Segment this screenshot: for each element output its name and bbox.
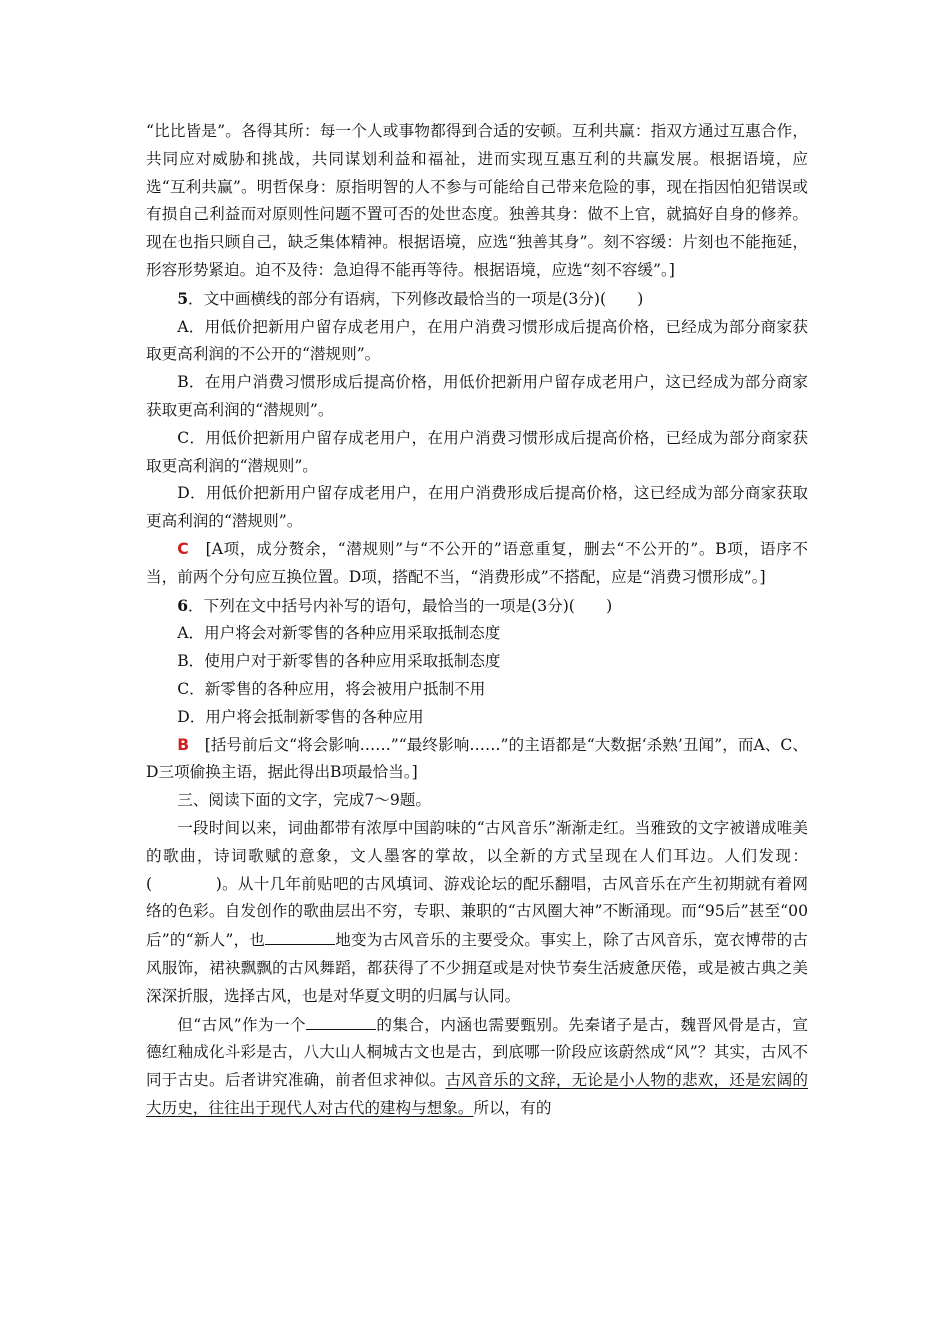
question-5-explanation: [A项，成分赘余，“潜规则”与“不公开的”语意重复，删去“不公开的”。B项，语序不当，前两个分句应互换位置。D项，搭配不当，“消费形成”不搭配，应是“消费习惯形成”。]: [146, 539, 808, 586]
fill-in-blank-1: [265, 926, 335, 945]
question-5-stem: ．文中画横线的部分有语病，下列修改最恰当的一项是(3分)( ): [188, 289, 644, 308]
question-5-answer: [146, 536, 808, 592]
question-6: [146, 592, 808, 621]
question-5-option-d: D．用低价把新用户留存成老用户，在用户消费形成后提高价格，这已经成为部分商家获取更高利润的“潜规则”。: [146, 484, 808, 531]
question-6-option-b: B．使用户对于新零售的各种应用采取抵制态度: [177, 652, 501, 671]
question-5: [146, 285, 808, 314]
passage-paragraph-2: [146, 1011, 808, 1123]
passage-p2-part3: 所以，有的: [473, 1098, 552, 1117]
fill-in-blank-2: [306, 1011, 376, 1030]
answer-explanation-4-continued: “比比皆是”。各得其所：每一个人或事物都得到合适的安顿。互利共赢：指双方通过互惠合作，共同应对威胁和挑战，共同谋划利益和福祉，进而实现互惠互利的共赢发展。根据语境，应选“互利共赢”。明哲保身：原指明智的人不参与可能给自己带来危险的事，现在指因怕犯错误或有损自己利益而对原则性问题不置可否的处世态度。独善其身：做不上官，就搞好自身的修养。现在也指只顾自己，缺乏集体精神。根据语境，应选“独善其身”。刻不容缓：片刻也不能拖延，形容形势紧迫。迫不及待：急迫得不能再等待。根据语境，应选“刻不容缓”。]: [146, 122, 808, 279]
underlined-sentence: 古风音乐的文辞，无论是小人物的悲欢，还是宏阔的大历史，往往出于现代人对古代的建构与想象。: [146, 1071, 808, 1117]
question-6-option-c: C．新零售的各种应用，将会被用户抵制不用: [177, 679, 486, 698]
passage-p2-part1: 但“古风”作为一个: [177, 1015, 306, 1034]
question-6-explanation: [括号前后文“将会影响……”“最终影响……”的主语都是“大数据‘杀熟’丑闻”，而A、C、D三项偷换主语，据此得出B项最恰当。]: [146, 735, 808, 782]
passage-paragraph-1: [146, 815, 808, 1011]
question-6-option-d: D．用户将会抵制新零售的各种应用: [177, 707, 424, 726]
question-5-answer-letter: C: [177, 539, 189, 558]
question-5-number: 5: [177, 288, 189, 308]
section-3-heading: 三、阅读下面的文字，完成7～9题。: [177, 791, 431, 810]
question-6-option-a: A．用户将会对新零售的各种应用采取抵制态度: [177, 624, 501, 643]
document-page: [146, 118, 808, 1123]
passage-p1-part1: 一段时间以来，词曲都带有浓厚中国韵味的“古风音乐”渐渐走红。当雅致的文字被谱成唯美的歌曲，诗词歌赋的意象，文人墨客的掌故，以全新的方式呈现在人们耳边。人们发现：( )。从十几年前贴吧的古风填词、游戏论坛的配乐翻唱，古风音乐在产生初期就有着网络的色彩。自发创作的歌曲层出不穷，专职、兼职的“古风圈大神”不断涌现。而“95后”甚至“00后”的“新人”，也: [146, 818, 808, 950]
passage-p1-part2: 地变为古风音乐的主要受众。事实上，除了古风音乐，宽衣博带的古风服饰，裙袂飘飘的古风舞蹈，都获得了不少拥趸或是对快节奏生活疲惫厌倦，或是被古典之美深深折服，选择古风，也是对华夏文明的归属与认同。: [146, 931, 808, 1005]
question-5-option-c: C．用低价把新用户留存成老用户，在用户消费习惯形成后提高价格，已经成为部分商家获取更高利润的“潜规则”。: [146, 428, 808, 475]
question-6-number: 6: [177, 595, 189, 615]
question-6-answer: [146, 732, 808, 788]
question-5-option-a: A．用低价把新用户留存成老用户，在用户消费习惯形成后提高价格，已经成为部分商家获取更高利润的不公开的“潜规则”。: [146, 317, 808, 364]
question-6-answer-letter: B: [177, 735, 190, 754]
question-6-stem: ．下列在文中括号内补写的语句，最恰当的一项是(3分)( ): [188, 596, 613, 615]
question-5-option-b: B．在用户消费习惯形成后提高价格，用低价把新用户留存成老用户，这已经成为部分商家获取更高利润的“潜规则”。: [146, 373, 808, 419]
passage-p2-part2: 的集合，内涵也需要甄别。先秦诸子是古，魏晋风骨是古，宣德红釉成化斗彩是古，八大山人桐城古文也是古，到底哪一阶段应该蔚然成“风”？其实，古风不同于古史。后者讲究准确，前者但求神似。: [146, 1015, 808, 1090]
